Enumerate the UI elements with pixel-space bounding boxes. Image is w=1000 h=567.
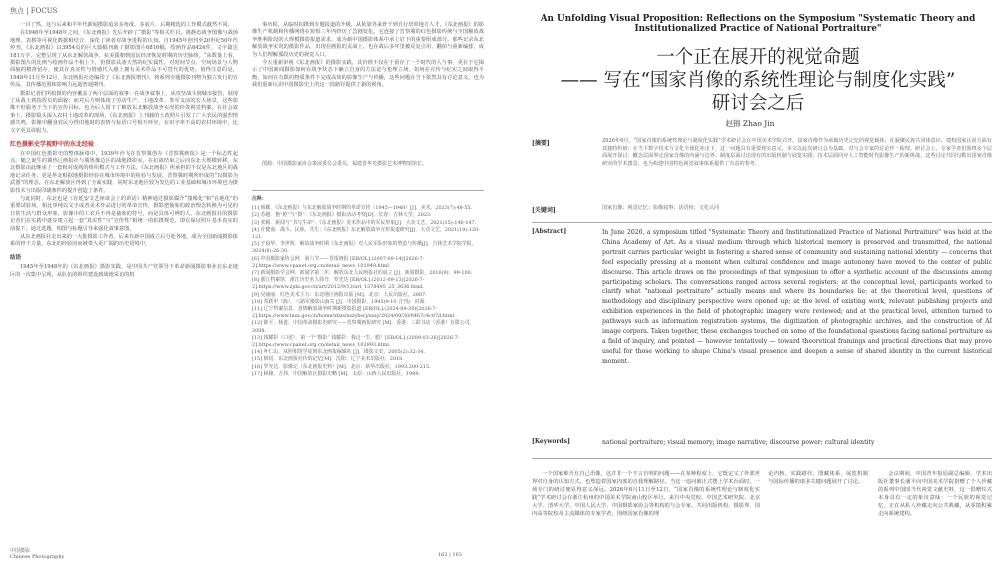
body-column-middle [768,470,868,486]
journal-name-en: Chinese Photography [10,554,65,560]
note: [3] 张稹．新闻与“书写生命”：《东北画报》美术作品中的军民形象[J]．大众文艺，2021(15):146-147. [252,219,477,226]
body-column-right [878,470,992,518]
left-column [10,22,238,280]
english-title: An Unfolding Visual Proposition: Reflections on the Symposium "Systematic Theory and Institutionalized Practice of National Portraiture" [540,14,976,34]
paragraph: 今天重新审视《东北画报》的摄影实践，其价值不仅在于留存了一个时代的人与事，更在于它揭示了中国新闻摄影如何在战争状态下确立自身的方法论与伦理立场。如何在宣传与纪实之间取得平衡，如何在有限的物质条件下完成高效的影像生产与传播，这些问题在当下依然具有讨论意义，也为我们重新认识中国摄影史上的这一段路径提供了新的视角。 [252,60,484,89]
author-note: 图源：中国摄影家协会策展委员会委员，福建省华光摄影艺术博物馆馆长。 [262,161,428,167]
note: [17] 顾棣，方伟．中国解放区摄影史略 [M]．太原：山西人民出版社，1989. [252,370,421,377]
keywords-zh-text: 国家肖像；视觉记忆；影像叙事；话语权；文化认同 [602,205,720,211]
section-title-conclusion: 结语 [10,254,22,261]
keywords-en-text: national portraiture; visual memory; image narrative; discourse power; cultural identity [602,439,875,446]
note: [8] 浙江档案馆．浙江历史名人简介．罗光达 [EB/OL].(2012-09-13)[2026-7-2].https://www.zjda.gov.cn/art/2012/9/13/art_1378495_25_3636.html. [252,277,425,291]
chinese-title-line: 研讨会之后 [711,93,805,114]
right-page [500,0,1000,567]
note: [2] 苏越．抱“枪”与“摄”：《东北画报》摄影活动考察[D]．长春：吉林大学，2023. [252,212,432,219]
paragraph: 一目了然。这与后来和平年代新闻摄影追求多角度、多底片、后期精选的工作模式截然不同。 [20,22,233,28]
paragraph: 事历程，从临时拍摄到专题报道的升级，从依靠外来骨干到自行培训地方人才，《东北画报》的影像生产机制和传播网络在短短三年内经历了急剧变化。它连接了晋察冀的红色摄影传统与全国解放战争胜利阶段的大规模摄影报道需求，成为新中国摄影体系中承上启下的重要组成部分。那些记录东北解放战争实况的摄影作品，出现在画报的页面上，也在战后多年里被反复引用、翻拍与重新编排，成为人们理解那段历史的视觉入口。 [252,22,484,58]
journal-name: 中国摄影 [10,548,31,554]
note: [14] 叶仁山．从照相馆学徒到东北画报编辑社 [J]．摄影文史，2005(2):32-34. [252,349,425,356]
paragraph: 从东北画报社走出来的一大批摄影工作者，后来在新中国成立后分赴各地，成为全国新闻摄影体系的骨干力量，东北的经验因而被带入更广阔的历史语境中。 [10,233,238,248]
divider [252,190,484,191]
paragraph: 摄影记者们所拍摄的内容覆盖了两个层面的叙事：在战争叙事上，从攻坚战斗到城市接管，展现了从战士到指挥员的面貌；而对后方则体现了劳动生产、土地改革、参军支前的宏大场景，这些影像不但服务于当下的宣传目标，也为后人留下了解放东北解放战争实况的珍贵视觉档案。在社会叙事上，摄影镜头深入农村土地改革的现场，《东北画报》上刊载的土改照片引发了广大农民的强烈情感共鸣，影像中翻身农民分得田地时的表情与标语口号相互呼应，在识字率不高的农村环境中，比文字更具说服力。 [10,90,238,134]
note: [1] 杨耀．《东北画报》与东北解放战争时期的革命宣传（1945—1948）[J]．美术，2023(7):48-55. [252,205,473,212]
note: [16] 罗光达．影像记（东北画报史料）[M]．北京：新华出版社，1993:200-215. [252,363,431,370]
notes-title: 注释： [252,196,267,202]
abstract-en-text: In June 2026, a symposium titled "Systematic Theory and Institutionalized Practice of National Portraiture" was held at the China Academy of Art. As a visual medium through which historical memory is preserved and transmitted, the national portrait carries particular weight in fostering a shared sense of community and sustaining national identity — concerns that feel especially pressing at a moment when cultural confidence and image autonomy have moved to the center of public discourse. This article draws on the proceedings of that symposium to offer a synthetic account of the discussions among participating scholars. The conversations ranged across several registers: at the conceptual level, participants worked to clarify what "national portraiture" actually means and where its boundaries lie; at the theoretical level, questions of methodology and disciplinary perspective were opened up; at the level of existing work, relevant publishing projects and exhibition experiences in the field of photographic imagery were reviewed; and at the practical level, attention turned to pathways such as information registration systems, the digitization of photographic archives, and the construction of AI image corpora. Taken together, these exchanges touched on some of the foundational questions facing national portraiture as a field of inquiry, and pointed — however tentatively — toward theoretical framings and practical directions that may prove useful for those working to shape China's visual presence and deepen a sense of shared identity in the current historical moment. [602,229,992,365]
note: [5] 于晨华，李世辉．解放战争时期《东北画报》对人民军队形象的塑造与传播[J]．吉林艺术学院学报，2024(6):26-30. [252,241,477,255]
paragraph: 论内核、实践路径、图藏体系、展览机制与国际传播的诸多关键问题展开了讨论。 [768,471,868,485]
note: [15] 韩钊．东北画报社传的记忆[M]．沈阳：辽宁美术出版社，2018. [252,356,404,363]
note: [9] 吴丽丽．红色美术主力：东北地区画报出版 [M]．北京：人民出版社，2007. [252,291,427,298]
paragraph: 在中国红色摄影史的整体脉络中，1939年沙飞在晋察冀创办《晋察冀画报》是一个标志性起点。随之诞生的冀热辽画报社与冀鲁豫边区的战地摄影室，在抗战结束之后向东北大规模转移。东北摄影由此继承了一套相对成熟的组织模式与工作方法。《东北画报》所承担的不仅是东北地区的战地记录任务，更是华北根据地摄影经验在城市环境中的检验与发展。晋察冀时期所形成的“以摄影为武器”的理念，在东北解放区得到了全面实践，同时东北地区较为发达的工业基础和城市环境也为摄影技术与出版印刷条件的提升创造了条件。 [10,150,238,194]
abstract-en-label: [Abstract] [532,228,567,235]
paragraph: 在1946年至1948年之间，《东北画报》先后开辟了“摄影”等相关栏目，将静态战争图像与战场地理、表格等可视化数据相结合，深化了读者对战争进程的认知。自1945年创刊至20世纪50年代停刊，《东北画报》以3954页的巨大篇幅刊载了摄影图片6816幅，绘画作品6424件，文字篇达181万字，完整呈现了从东北解放战争、抗美援朝到国民经济恢复时期的历史脉络。“从数量上看，摄影图片的比例与绘画作品不相上下，但摄影具备天然的纪实属性，对时间节点、空间场景与人物面貌的精准留存，使其在真实性与情感代入感上拥有美术作品不可替代的优势。值得注意的是，1948年11月至12月，东北画报社还编印了《东北画报增刊》，将系列专题摄影刊物为独立发行的宣传品，其传播范围和影响力远超普通期刊。 [10,30,238,89]
chinese-title-line: —— 写在“国家肖像的系统性理论与制度化实践” [560,70,956,91]
note: [7] 新闻摄影学会网．新闻学第二年，解放东北人民画报社的成立 [J]．新闻摄影，2016(9)：99-100. [252,270,473,277]
paragraph: 1945年至1948年的《东北画报》摄影实践，是中国共产党领导下革命新闻摄影事业在东北地区的一次集中呈现，从队伍的组织建设到战地采访的机 [10,264,238,278]
endnotes [252,196,484,378]
abstract-zh-text: 2026年6月，“国家肖像的系统性理论与制度化实践”学术研讨会在中国美术学院召开。国家肖像作为承载历史记忆的视觉载体，在凝聚民族共同体意识、建构国家认同方面有其独特价值：在当下数字技术与文化全球化冲击下，这一问题具有重要现实意义，本文以此次研讨会为基础，对与会专家的讨论作一梳理。研讨会上，专家学者们围绕多个层面展开探讨：概念层面界定国家肖像的内涵与边界；制度层面讨论现有的出版机制与展览实践；技术层面回应人工智能时代影像生产的新挑战。这些讨论共同勾勒出国家肖像研究的学术图景，也为构建中国特色视觉叙事体系提供了有益的参考。 [602,138,992,167]
note: [4] 许健南．战斗、民族、共生：《东北画报》东北解放战争宣传报道研究[J]．大众文艺，2021(19):120-121. [252,226,480,241]
chinese-title-line: 一个正在展开的视觉命题 [656,47,860,68]
keywords-zh-label: [关键词] [532,207,556,214]
chinese-title [524,46,992,115]
journal-footer [10,548,64,560]
note: [11] 辽宁档案信息．盘锦解放战争时期新摄影报道 [EB/OL].(2024-09-30)[2026-7-2].https://www.lnzx.gov.cn/home/xbzs/xszybscj/xssy/2024/09/30/6467c4c07d.html. [252,306,456,320]
paragraph: 与此同时，东北也是《在延安文艺座谈会上的讲话》精神通过摄影媒介“图像化”和“在地化”的重要试验场。相比单纯以文字或者美术作品进行的革命宣传，摄影把抽象的政治理念转换为可见的日常生活与群众形象，影像中的工农兵不再是抽象的符号，而是具体可辨的人。东北画报社的摄影记者们在实践中逐步建立起一套“真实性”与“宣传性”相统一的拍摄规范，即在保证照片基本真实的前提下，通过选题、构图与标题引导来强化叙事意图。 [10,195,238,232]
note: [13] 钱耀彩（口述）．第一个“摄影” 钱耀彩：我这一生．腊！[EB/OL].(2009-03-26)[2026-7-2].https://www.cpanet.org.cn/detail_news_102993.html. [252,334,460,349]
page-numbers: 162 | 163 [438,552,462,558]
note: [10] 常跃甲（陈）．八路军摄影山海关 [J]．中国摄影，1945(9-10 合刊)：封面. [252,298,426,305]
note: [12] 陈平，杨进．中国革命摄影史研究——晋察冀画报研究 [M]．香港：三联书店（香港）有限公司，2008. [252,320,475,334]
author: 赵锦 Zhao Jin [725,119,775,128]
paragraph: 会议期间，中国青年报原副总编辑、学术出版社董事长潘平向中国美术学院捐赠了个人珍藏的系列中国国当代视觉文献史料，这一捐赠仪式本身具有一定的象征意味：一个民族的视觉记忆，正在从私人珍藏走向公共典藏，从零散积累走向系统建构。 [878,471,992,517]
right-column [252,22,484,91]
abstract-zh-label: [摘要] [532,140,550,147]
keywords-en-label: [Keywords] [532,438,570,445]
page-header: 焦点 | FOCUS [10,7,58,15]
note: [6] 中国摄影家协会网．第六节——晋绥画报 [EB/OL].(2007-09-14)[2026-7-2].https://www.cpanet.org.cn/detail_news_101949.html. [252,255,425,269]
body-column-left [532,470,760,518]
divider [532,458,992,459]
paragraph: 一个国家难否有自己语像，这并非一个不言自明的问题——在某种程度上，它既定义了外部世界对自身的认知方式，也塑造着国家内部的自我理解路径。当这一追问被正式摆上学术台面时，一场专门的研讨便显得意义深远。2026年6月11日至12日，“国家肖像的系统性理论与制度化实践”学术研讨会在浙江杭州的中国美术学院南山校区举行。来自中央党校、中国艺术研究院、北京大学、清华大学、中国人民大学、中国摄影家协会等机构的与会专家，共同出版机构、摄影界、国内高等院校及主流媒体的专家学者，围绕国家肖像的理 [532,471,760,517]
divider [532,222,992,223]
section-title: 红色摄影史学视野中的东北经验 [10,141,95,149]
